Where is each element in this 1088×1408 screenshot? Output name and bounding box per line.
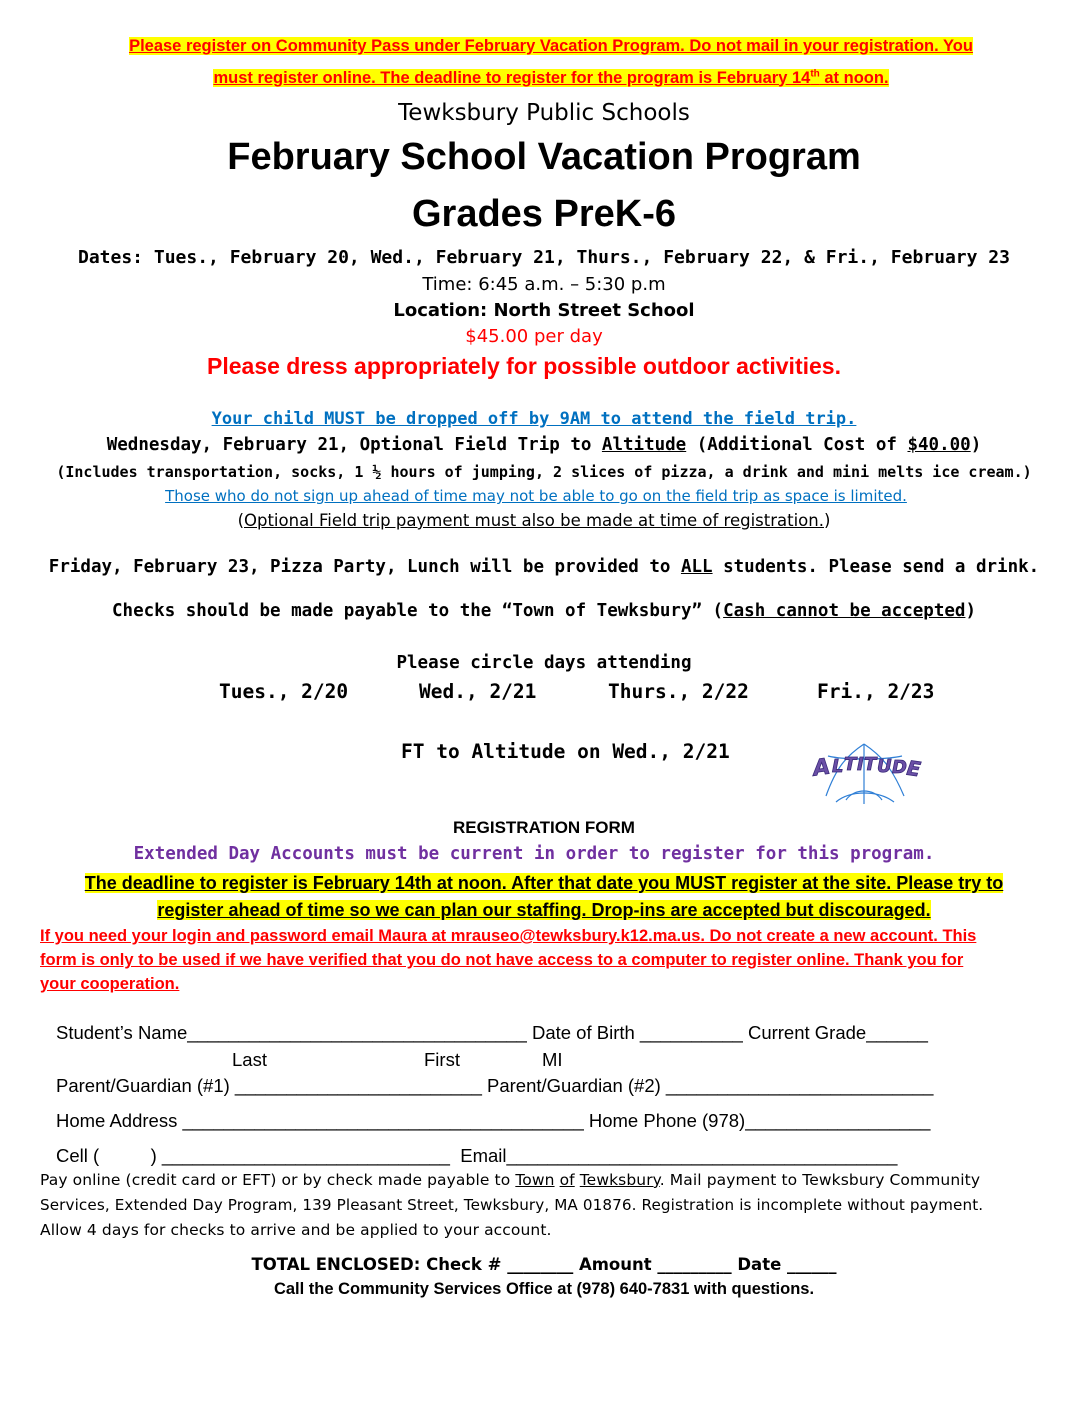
name-last-label: Last xyxy=(232,1049,267,1070)
home-address-field[interactable]: Home Address _______________________________________ Home Phone (978)__________________ xyxy=(56,1110,931,1131)
field-trip-close: ) xyxy=(970,435,982,455)
payment-instructions xyxy=(40,1168,1080,1243)
page-title: February School Vacation Program xyxy=(227,136,861,178)
top-notice-line2-end: at noon. xyxy=(819,68,889,87)
pizza-text-end: students. Please send a drink. xyxy=(712,557,1040,577)
login-line1: If you need your login and password email Maura at mrauseo@tewksbury.k12.ma.us. Do not create a new account. This xyxy=(40,927,977,945)
deadline-line2: register ahead of time so we can plan our staffing. Drop-ins are accepted but discouraged. xyxy=(157,900,931,920)
payment-note-open: ( xyxy=(237,511,244,530)
login-line2: form is only to be used if we have verified that you do not have access to a computer to register online. Thank you for xyxy=(40,951,964,969)
dress-notice: Please dress appropriately for possible outdoor activities. xyxy=(207,353,841,379)
program-price: $45.00 per day xyxy=(465,326,603,347)
payment-note-close: ) xyxy=(823,511,831,530)
ft-altitude-option[interactable]: FT to Altitude on Wed., 2/21 xyxy=(401,740,730,763)
field-trip-line xyxy=(0,435,1088,455)
day-tues[interactable]: Tues., 2/20 xyxy=(219,680,349,703)
payment-line1-end: . Mail payment to Tewksbury Community xyxy=(659,1171,981,1189)
payment-town: Town xyxy=(515,1171,555,1189)
pizza-text: Friday, February 23, Pizza Party, Lunch will be provided to xyxy=(48,557,681,577)
program-location: Location: North Street School xyxy=(393,300,695,321)
space-notice: Those who do not sign up ahead of time may not be able to go on the field trip as space is limited. xyxy=(165,487,907,505)
cell-email-field[interactable]: Cell ( ) ____________________________ Email______________________________________ xyxy=(56,1145,898,1166)
altitude-logo-graphic xyxy=(806,726,922,806)
svg-text:T: T xyxy=(864,754,877,775)
field-trip-place: Altitude xyxy=(601,435,687,455)
top-notice-line1: Please register on Community Pass under February Vacation Program. Do not mail in your registration. You xyxy=(129,37,973,55)
svg-text:L: L xyxy=(832,756,844,777)
payment-line1: Pay online (credit card or EFT) or by check made payable to xyxy=(40,1171,516,1189)
program-time: Time: 6:45 a.m. – 5:30 p.m xyxy=(422,274,666,295)
field-trip-cost: $40.00 xyxy=(907,435,971,455)
svg-text:U: U xyxy=(877,756,892,777)
registration-heading: REGISTRATION FORM xyxy=(453,818,635,837)
name-mi-label: MI xyxy=(542,1049,563,1070)
pizza-party xyxy=(0,557,1088,577)
top-notice-line2 xyxy=(213,69,888,87)
svg-text:T: T xyxy=(844,754,857,775)
top-notice xyxy=(36,33,1066,92)
field-trip-includes: (Includes transportation, socks, 1 ½ hours of jumping, 2 slices of pizza, a drink and mini melts ice cream.) xyxy=(56,463,1032,481)
day-thurs[interactable]: Thurs., 2/22 xyxy=(608,680,749,703)
checks-cash: Cash cannot be accepted xyxy=(723,601,966,621)
dropoff-notice: Your child MUST be dropped off by 9AM to attend the field trip. xyxy=(211,409,857,429)
deadline-line1: The deadline to register is February 14th at noon. After that date you MUST register at the site. Please try to xyxy=(84,873,1004,893)
svg-text:I: I xyxy=(857,754,864,775)
checks-close: ) xyxy=(965,601,976,621)
payment-tewksbury: Tewksbury xyxy=(579,1171,660,1189)
login-notice xyxy=(40,924,1070,996)
svg-text:E: E xyxy=(905,755,922,782)
svg-text:A: A xyxy=(811,754,832,782)
circle-days-label: Please circle days attending xyxy=(396,653,692,673)
payment-note-text: Optional Field trip payment must also be made at time of registration. xyxy=(244,511,824,530)
field-trip-text: Wednesday, February 21, Optional Field Trip to xyxy=(106,435,602,455)
field-trip-cost-label: (Additional Cost of xyxy=(686,435,908,455)
pizza-all: ALL xyxy=(680,557,713,577)
payment-line3: Allow 4 days for checks to arrive and be applied to your account. xyxy=(40,1221,552,1239)
payment-of: of xyxy=(559,1171,575,1189)
checks-payable xyxy=(0,601,1088,621)
payment-line2: Services, Extended Day Program, 139 Pleasant Street, Tewksbury, MA 01876. Registration is incomplete without payment. xyxy=(40,1196,984,1214)
svg-text:D: D xyxy=(892,757,907,778)
day-fri[interactable]: Fri., 2/23 xyxy=(817,680,935,703)
name-first-label: First xyxy=(424,1049,460,1070)
top-notice-sup: th xyxy=(810,68,820,79)
deadline-notice xyxy=(0,870,1088,924)
student-info-field[interactable]: Student’s Name_________________________________ Date of Birth __________ Current Grade______ xyxy=(56,1022,928,1043)
top-notice-line2-text: must register online. The deadline to register for the program is February 14 xyxy=(213,68,811,87)
payment-note xyxy=(0,511,1078,530)
login-line3: your cooperation. xyxy=(40,975,180,993)
day-wed[interactable]: Wed., 2/21 xyxy=(419,680,537,703)
altitude-logo xyxy=(806,726,922,806)
checks-text: Checks should be made payable to the “Town of Tewksbury” ( xyxy=(112,601,724,621)
page-subtitle: Grades PreK-6 xyxy=(411,193,676,235)
total-enclosed[interactable]: TOTAL ENCLOSED: Check # ________ Amount _________ Date ______ xyxy=(251,1255,837,1274)
org-name: Tewksbury Public Schools xyxy=(398,100,690,126)
program-dates: Dates: Tues., February 20, Wed., February 21, Thurs., February 22, & Fri., February 23 xyxy=(78,247,1010,268)
parent-guardian-field[interactable]: Parent/Guardian (#1) ________________________ Parent/Guardian (#2) __________________________ xyxy=(56,1075,934,1096)
call-office: Call the Community Services Office at (978) 640-7831 with questions. xyxy=(273,1280,815,1298)
accounts-notice: Extended Day Accounts must be current in order to register for this program. xyxy=(133,844,935,864)
